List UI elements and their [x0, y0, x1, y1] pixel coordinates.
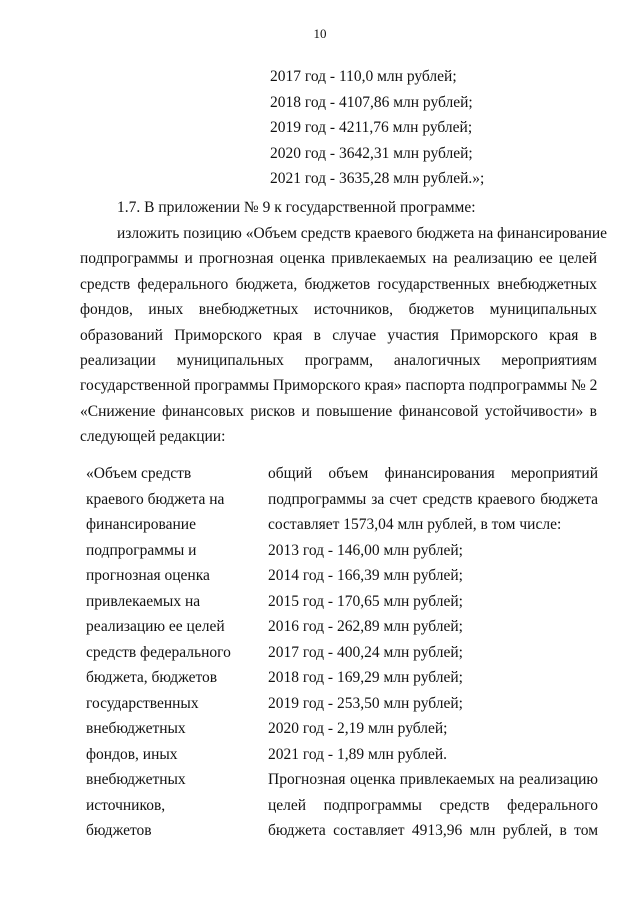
- table-row: [86, 691, 598, 717]
- amount-line: 2017 год - 110,0 млн рублей;: [270, 68, 457, 85]
- paragraph-line: образований Приморского края в случае участия Приморского края в: [80, 326, 597, 344]
- table-value-cell: целей подпрограммы средств федерального: [268, 796, 598, 814]
- table-value-cell: 2016 год - 262,89 млн рублей;: [268, 618, 463, 635]
- amount-line: 2019 год - 4211,76 млн рублей;: [270, 119, 473, 136]
- table-value-cell: 2018 год - 169,29 млн рублей;: [268, 669, 463, 686]
- table-value-cell: 2014 год - 166,39 млн рублей;: [268, 567, 463, 584]
- table-row: [86, 640, 598, 666]
- passport-position-table: [86, 461, 598, 844]
- body-paragraph: [80, 221, 608, 450]
- table-label-cell: краевого бюджета на: [86, 490, 225, 508]
- table-label-cell: «Объем средств: [86, 465, 192, 482]
- table-label-cell: бюджетов: [86, 822, 152, 839]
- table-label-cell: финансирование: [86, 516, 196, 533]
- table-value-cell: составляет 1573,04 млн рублей, в том числе:: [268, 516, 562, 533]
- table-label-cell: бюджета, бюджетов: [86, 669, 218, 686]
- table-row: [86, 818, 598, 844]
- table-value-cell: бюджета составляет 4913,96 млн рублей, в том: [268, 822, 598, 839]
- table-value-cell: общий объем финансирования мероприятий: [268, 465, 598, 482]
- table-label-cell: государственных: [86, 694, 199, 712]
- table-row: [86, 461, 598, 487]
- table-value-cell: 2020 год - 2,19 млн рублей;: [268, 720, 448, 737]
- table-value-cell: 2013 год - 146,00 млн рублей;: [268, 541, 463, 559]
- table-label-cell: внебюджетных: [86, 720, 186, 737]
- table-row: [86, 614, 598, 640]
- table-row: [86, 512, 598, 538]
- table-value-cell: 2017 год - 400,24 млн рублей;: [268, 643, 463, 661]
- table-row: [86, 538, 598, 564]
- table-label-cell: средств федерального: [86, 643, 231, 661]
- table-row: [86, 767, 598, 793]
- paragraph-line: изложить позицию «Объем средств краевого бюджета на финансирование: [117, 225, 608, 242]
- table-value-cell: 2019 год - 253,50 млн рублей;: [268, 694, 463, 712]
- table-row: [86, 563, 598, 589]
- paragraph-line: фондов, иных внебюджетных источников, бюджетов муниципальных: [80, 301, 597, 319]
- table-row: [86, 742, 598, 768]
- table-label-cell: фондов, иных: [86, 745, 178, 763]
- table-label-cell: реализацию ее целей: [86, 618, 225, 635]
- amount-line: 2021 год - 3635,28 млн рублей.»;: [270, 170, 485, 187]
- amount-line: 2020 год - 3642,31 млн рублей;: [270, 144, 473, 162]
- table-row: [86, 716, 598, 742]
- table-value-cell: 2015 год - 170,65 млн рублей;: [268, 592, 463, 610]
- paragraph-line: следующей редакции:: [80, 428, 226, 446]
- table-row: [86, 793, 598, 819]
- section-heading: 1.7. В приложении № 9 к государственной программе:: [117, 199, 476, 216]
- amount-line: 2018 год - 4107,86 млн рублей;: [270, 93, 473, 111]
- table-row: [86, 487, 598, 513]
- table-label-cell: источников,: [86, 796, 166, 814]
- table-value-cell: подпрограммы за счет средств краевого бюджета: [268, 490, 598, 508]
- table-label-cell: внебюджетных: [86, 771, 186, 788]
- paragraph-line: подпрограммы и прогнозная оценка привлекаемых на реализацию ее целей: [80, 250, 597, 268]
- table-label-cell: подпрограммы и: [86, 541, 197, 559]
- table-label-cell: привлекаемых на: [86, 592, 201, 610]
- table-row: [86, 665, 598, 691]
- table-label-cell: прогнозная оценка: [86, 567, 210, 584]
- funding-amounts-list: [270, 64, 484, 192]
- paragraph-line: государственной программы Приморского края» паспорта подпрограммы № 2: [80, 377, 598, 395]
- paragraph-line: реализации муниципальных программ, аналогичных мероприятиям: [80, 351, 597, 369]
- paragraph-line: средств федерального бюджета, бюджетов государственных внебюджетных: [80, 275, 597, 293]
- table-row: [86, 589, 598, 615]
- page-number: 10: [313, 26, 327, 41]
- table-value-cell: 2021 год - 1,89 млн рублей.: [268, 745, 448, 763]
- paragraph-line: «Снижение финансовых рисков и повышение финансовой устойчивости» в: [80, 402, 597, 420]
- table-value-cell: Прогнозная оценка привлекаемых на реализацию: [268, 771, 598, 788]
